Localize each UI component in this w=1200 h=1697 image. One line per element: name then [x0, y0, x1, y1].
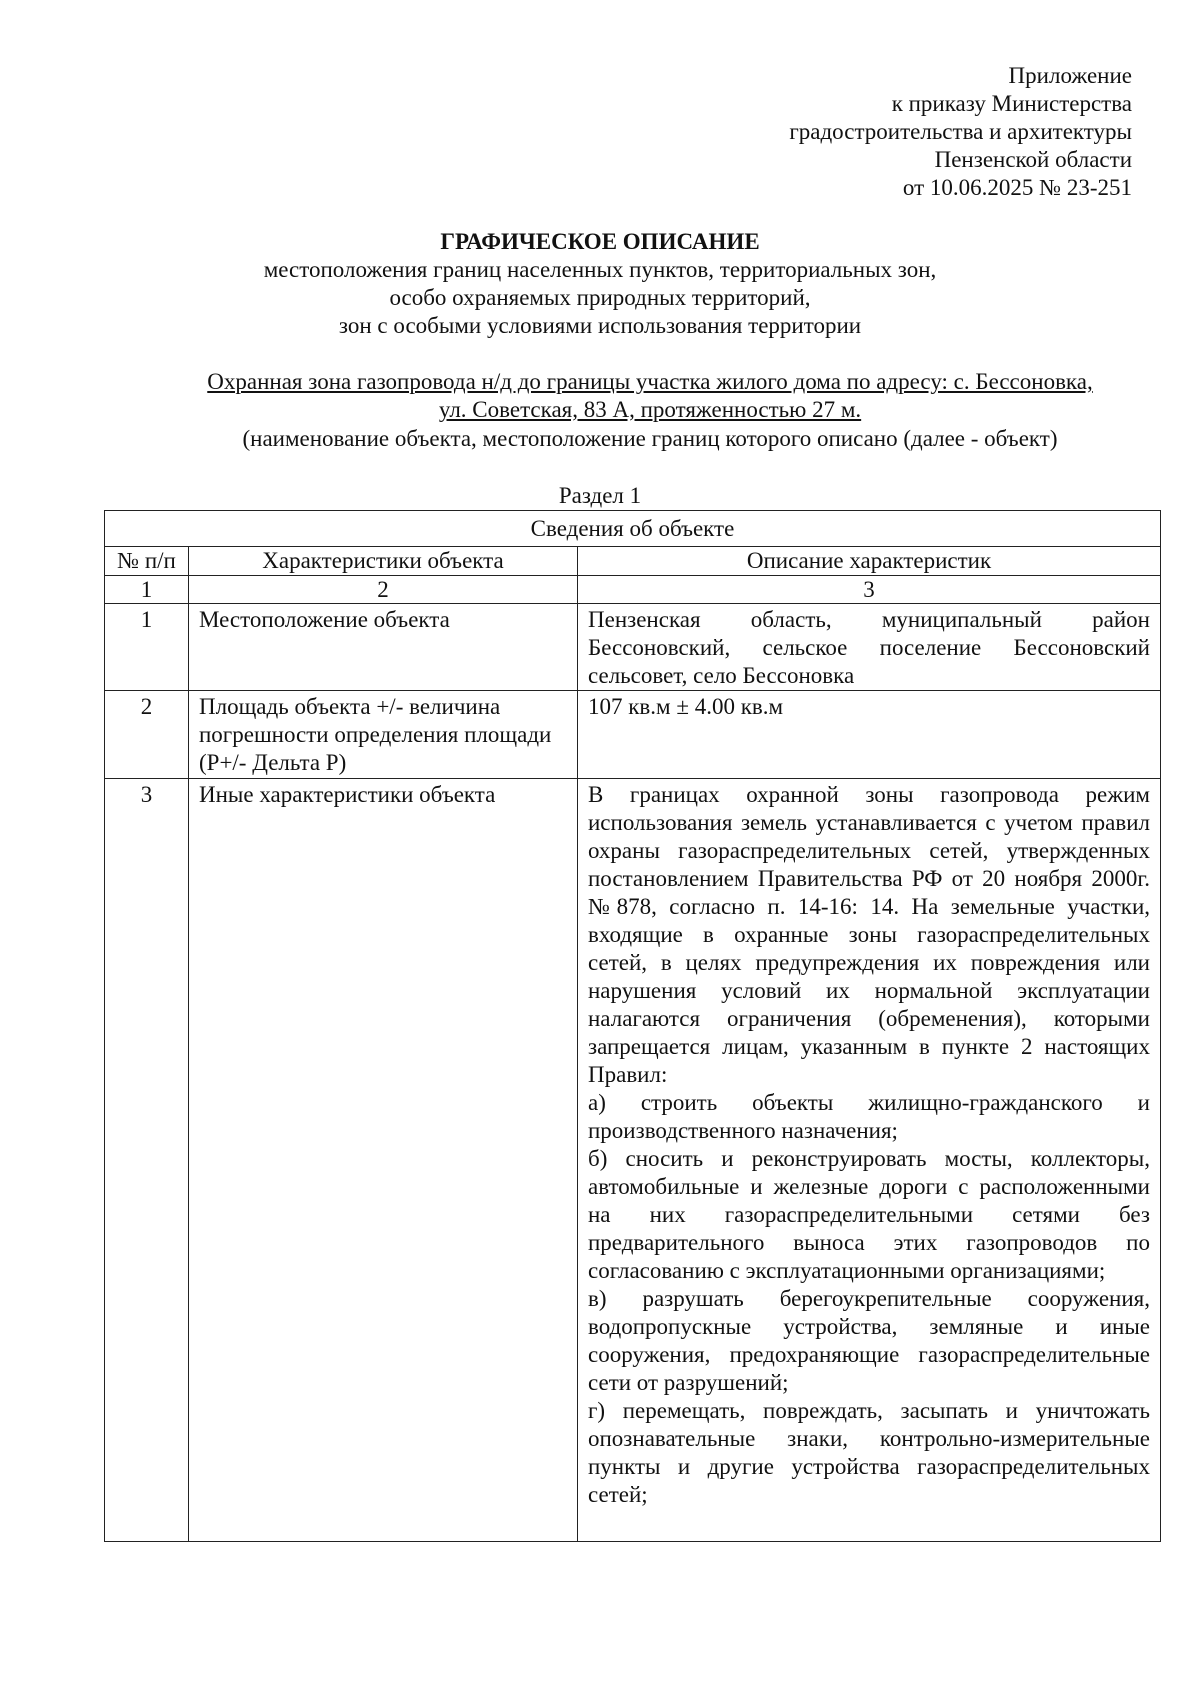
appendix-date-number: от 10.06.2025 № 23-251	[902, 175, 1132, 200]
row-number: 3	[105, 779, 189, 1542]
row-characteristic: Местоположение объекта	[189, 604, 578, 691]
document-title: ГРАФИЧЕСКОЕ ОПИСАНИЕ	[440, 229, 760, 254]
column-number: 2	[189, 576, 578, 604]
table-row	[105, 691, 1161, 779]
object-info-table	[104, 510, 1161, 1542]
header-cell-number: № п/п	[105, 547, 189, 576]
table-row	[105, 779, 1161, 1542]
description-paragraph: В границах охранной зоны газопровода режим использования земель устанавливается с учетом правил охраны газораспределительных сетей, утвержденных постановлением Правительства РФ от 20 ноября 2000г. №878, согласно п. 14-16: 14. На земельные участки, входящие в охранные зоны газораспределительных сетей, в целях предупреждения их повреждения или нарушения условий их нормальной эксплуатации налагаются ограничения (обременения), которыми запрещается лицам, указанным в пункте 2 настоящих Правил:	[588, 782, 1150, 1087]
title-subline: местоположения границ населенных пунктов, территориальных зон,	[263, 257, 937, 282]
description-paragraph: 107 кв.м ± 4.00 кв.м	[588, 694, 784, 719]
column-number: 1	[105, 576, 189, 604]
header-cell-characteristic: Характеристики объекта	[189, 547, 578, 576]
row-number: 1	[105, 604, 189, 691]
table-caption: Сведения об объекте	[105, 511, 1161, 547]
column-number: 3	[578, 576, 1161, 604]
header-cell-description: Описание характеристик	[578, 547, 1161, 576]
document-title-block	[0, 228, 1200, 340]
title-subline: зон с особыми условиями использования территории	[338, 313, 862, 338]
object-name-line: ул. Советская, 83 А, протяженностью 27 м.	[438, 397, 862, 422]
table-row	[105, 604, 1161, 691]
row-number: 2	[105, 691, 189, 779]
row-description	[578, 779, 1161, 1542]
row-characteristic: Иные характеристики объекта	[189, 779, 578, 1542]
description-paragraph: г) перемещать, повреждать, засыпать и уничтожать опознавательные знаки, контрольно-измерительные пункты и другие устройства газораспределительных сетей;	[588, 1398, 1150, 1507]
row-description	[578, 691, 1161, 779]
section-label: Раздел 1	[558, 483, 642, 508]
object-name-line: Охранная зона газопровода н/д до границы участка жилого дома по адресу: с. Бессоновка,	[207, 369, 1093, 394]
appendix-line: к приказу Министерства	[891, 91, 1132, 116]
table-header-row	[105, 547, 1161, 576]
appendix-line: градостроительства и архитектуры	[789, 119, 1132, 144]
appendix-line: Пензенской области	[934, 147, 1132, 172]
appendix-header	[789, 62, 1132, 202]
description-paragraph: а) строить объекты жилищно-гражданского и производственного назначения;	[588, 1090, 1150, 1143]
appendix-line: Приложение	[1008, 63, 1132, 88]
description-paragraph: б) сносить и реконструировать мосты, коллекторы, автомобильные и железные дороги с расположенными на них газораспределительными сетями без предварительного выноса этих газопроводов по согласованию с эксплуатационными организациями;	[588, 1146, 1150, 1283]
row-description	[578, 604, 1161, 691]
description-paragraph: Пензенская область, муниципальный район Бессоновский, сельское поселение Бессоновский сельсовет, село Бессоновка	[588, 607, 1150, 688]
row-characteristic: Площадь объекта +/- величина погрешности определения площади (Р+/- Дельта Р)	[189, 691, 578, 779]
column-numbers-row	[105, 576, 1161, 604]
object-caption: (наименование объекта, местоположение границ которого описано (далее - объект)	[242, 426, 1058, 451]
object-name-block	[150, 368, 1150, 453]
description-paragraph: в) разрушать берегоукрепительные сооружения, водопропускные устройства, земляные и иные сооружения, предохраняющие газораспределительные сети от разрушений;	[588, 1286, 1150, 1395]
title-subline: особо охраняемых природных территорий,	[389, 285, 811, 310]
